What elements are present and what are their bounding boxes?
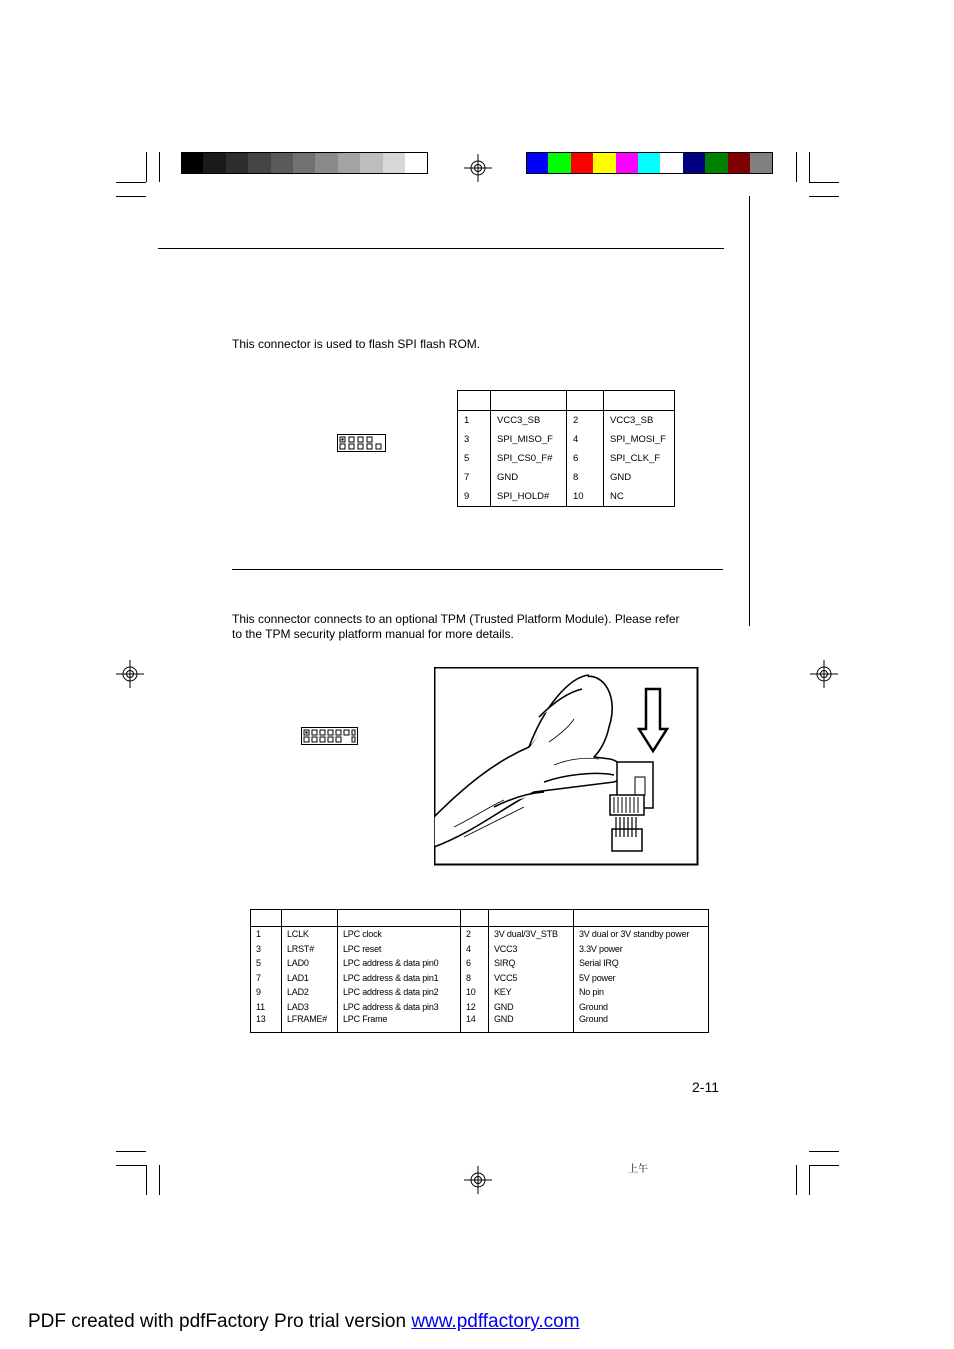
calibration-swatch — [616, 152, 639, 174]
calibration-swatch — [571, 152, 594, 174]
corner-mark: 上午 — [628, 1164, 648, 1175]
footer-text: PDF created with pdfFactory Pro trial version — [28, 1311, 412, 1332]
table-row: 5 SPI_CS0_F# 6 SPI_CLK_F — [458, 449, 675, 468]
spi-description: This connector is used to flash SPI flash ROM. — [232, 337, 481, 351]
calibration-swatch — [660, 152, 683, 174]
calibration-swatch — [705, 152, 728, 174]
calibration-swatch — [548, 152, 571, 174]
calibration-swatch — [181, 152, 204, 174]
pdf-footer — [28, 1310, 580, 1334]
table-row: 9 LAD2 LPC address & data pin2 10 KEY No pin — [251, 985, 709, 1000]
footer-link[interactable]: www.pdffactory.com — [411, 1311, 580, 1332]
table-row: 1 VCC3_SB 2 VCC3_SB — [458, 411, 675, 431]
registration-target-icon — [464, 154, 492, 182]
calibration-swatch — [728, 152, 751, 174]
calibration-swatch — [293, 152, 316, 174]
calibration-swatch — [315, 152, 338, 174]
calibration-swatch — [338, 152, 361, 174]
calibration-swatch — [526, 152, 549, 174]
table-row: 3 SPI_MISO_F 4 SPI_MOSI_F — [458, 430, 675, 449]
table-row: 11 LAD3 LPC address & data pin3 12 GND Ground — [251, 1000, 709, 1015]
table-row: 9 SPI_HOLD# 10 NC — [458, 487, 675, 507]
calibration-swatch — [360, 152, 383, 174]
table-row: 3 LRST# LPC reset 4 VCC3 3.3V power — [251, 942, 709, 957]
tpm-description-line1: This connector connects to an optional TPM (Trusted Platform Module). Please refer — [232, 612, 680, 626]
tpm-installation-illustration — [434, 667, 699, 866]
table-row: 1 LCLK LPC clock 2 3V dual/3V_STB 3V dual or 3V standby power — [251, 927, 709, 942]
table-row: 5 LAD0 LPC address & data pin0 6 SIRQ Serial IRQ — [251, 956, 709, 971]
tpm-description-line2: to the TPM security platform manual for more details. — [232, 627, 514, 641]
calibration-swatch — [248, 152, 271, 174]
calibration-swatch — [683, 152, 706, 174]
registration-target-icon — [810, 660, 838, 688]
header-rule — [158, 248, 724, 249]
page-number: 2-11 — [692, 1079, 719, 1095]
spi-pin-table — [457, 390, 675, 507]
tpm-pin-table — [250, 909, 709, 1033]
calibration-swatch — [226, 152, 249, 174]
calibration-swatch — [638, 152, 661, 174]
table-row: 7 GND 8 GND — [458, 468, 675, 487]
section-rule — [232, 569, 723, 570]
tpm-connector-icon — [301, 727, 359, 745]
calibration-swatch — [203, 152, 226, 174]
registration-target-icon — [116, 660, 144, 688]
calibration-swatch — [593, 152, 616, 174]
calibration-swatch — [405, 152, 428, 174]
calibration-swatch — [383, 152, 406, 174]
table-row: 13 LFRAME# LPC Frame 14 GND Ground — [251, 1014, 709, 1033]
table-row: 7 LAD1 LPC address & data pin1 8 VCC5 5V power — [251, 971, 709, 986]
registration-target-icon — [464, 1166, 492, 1194]
spi-connector-icon — [337, 434, 387, 452]
calibration-swatch — [750, 152, 773, 174]
calibration-swatch — [271, 152, 294, 174]
